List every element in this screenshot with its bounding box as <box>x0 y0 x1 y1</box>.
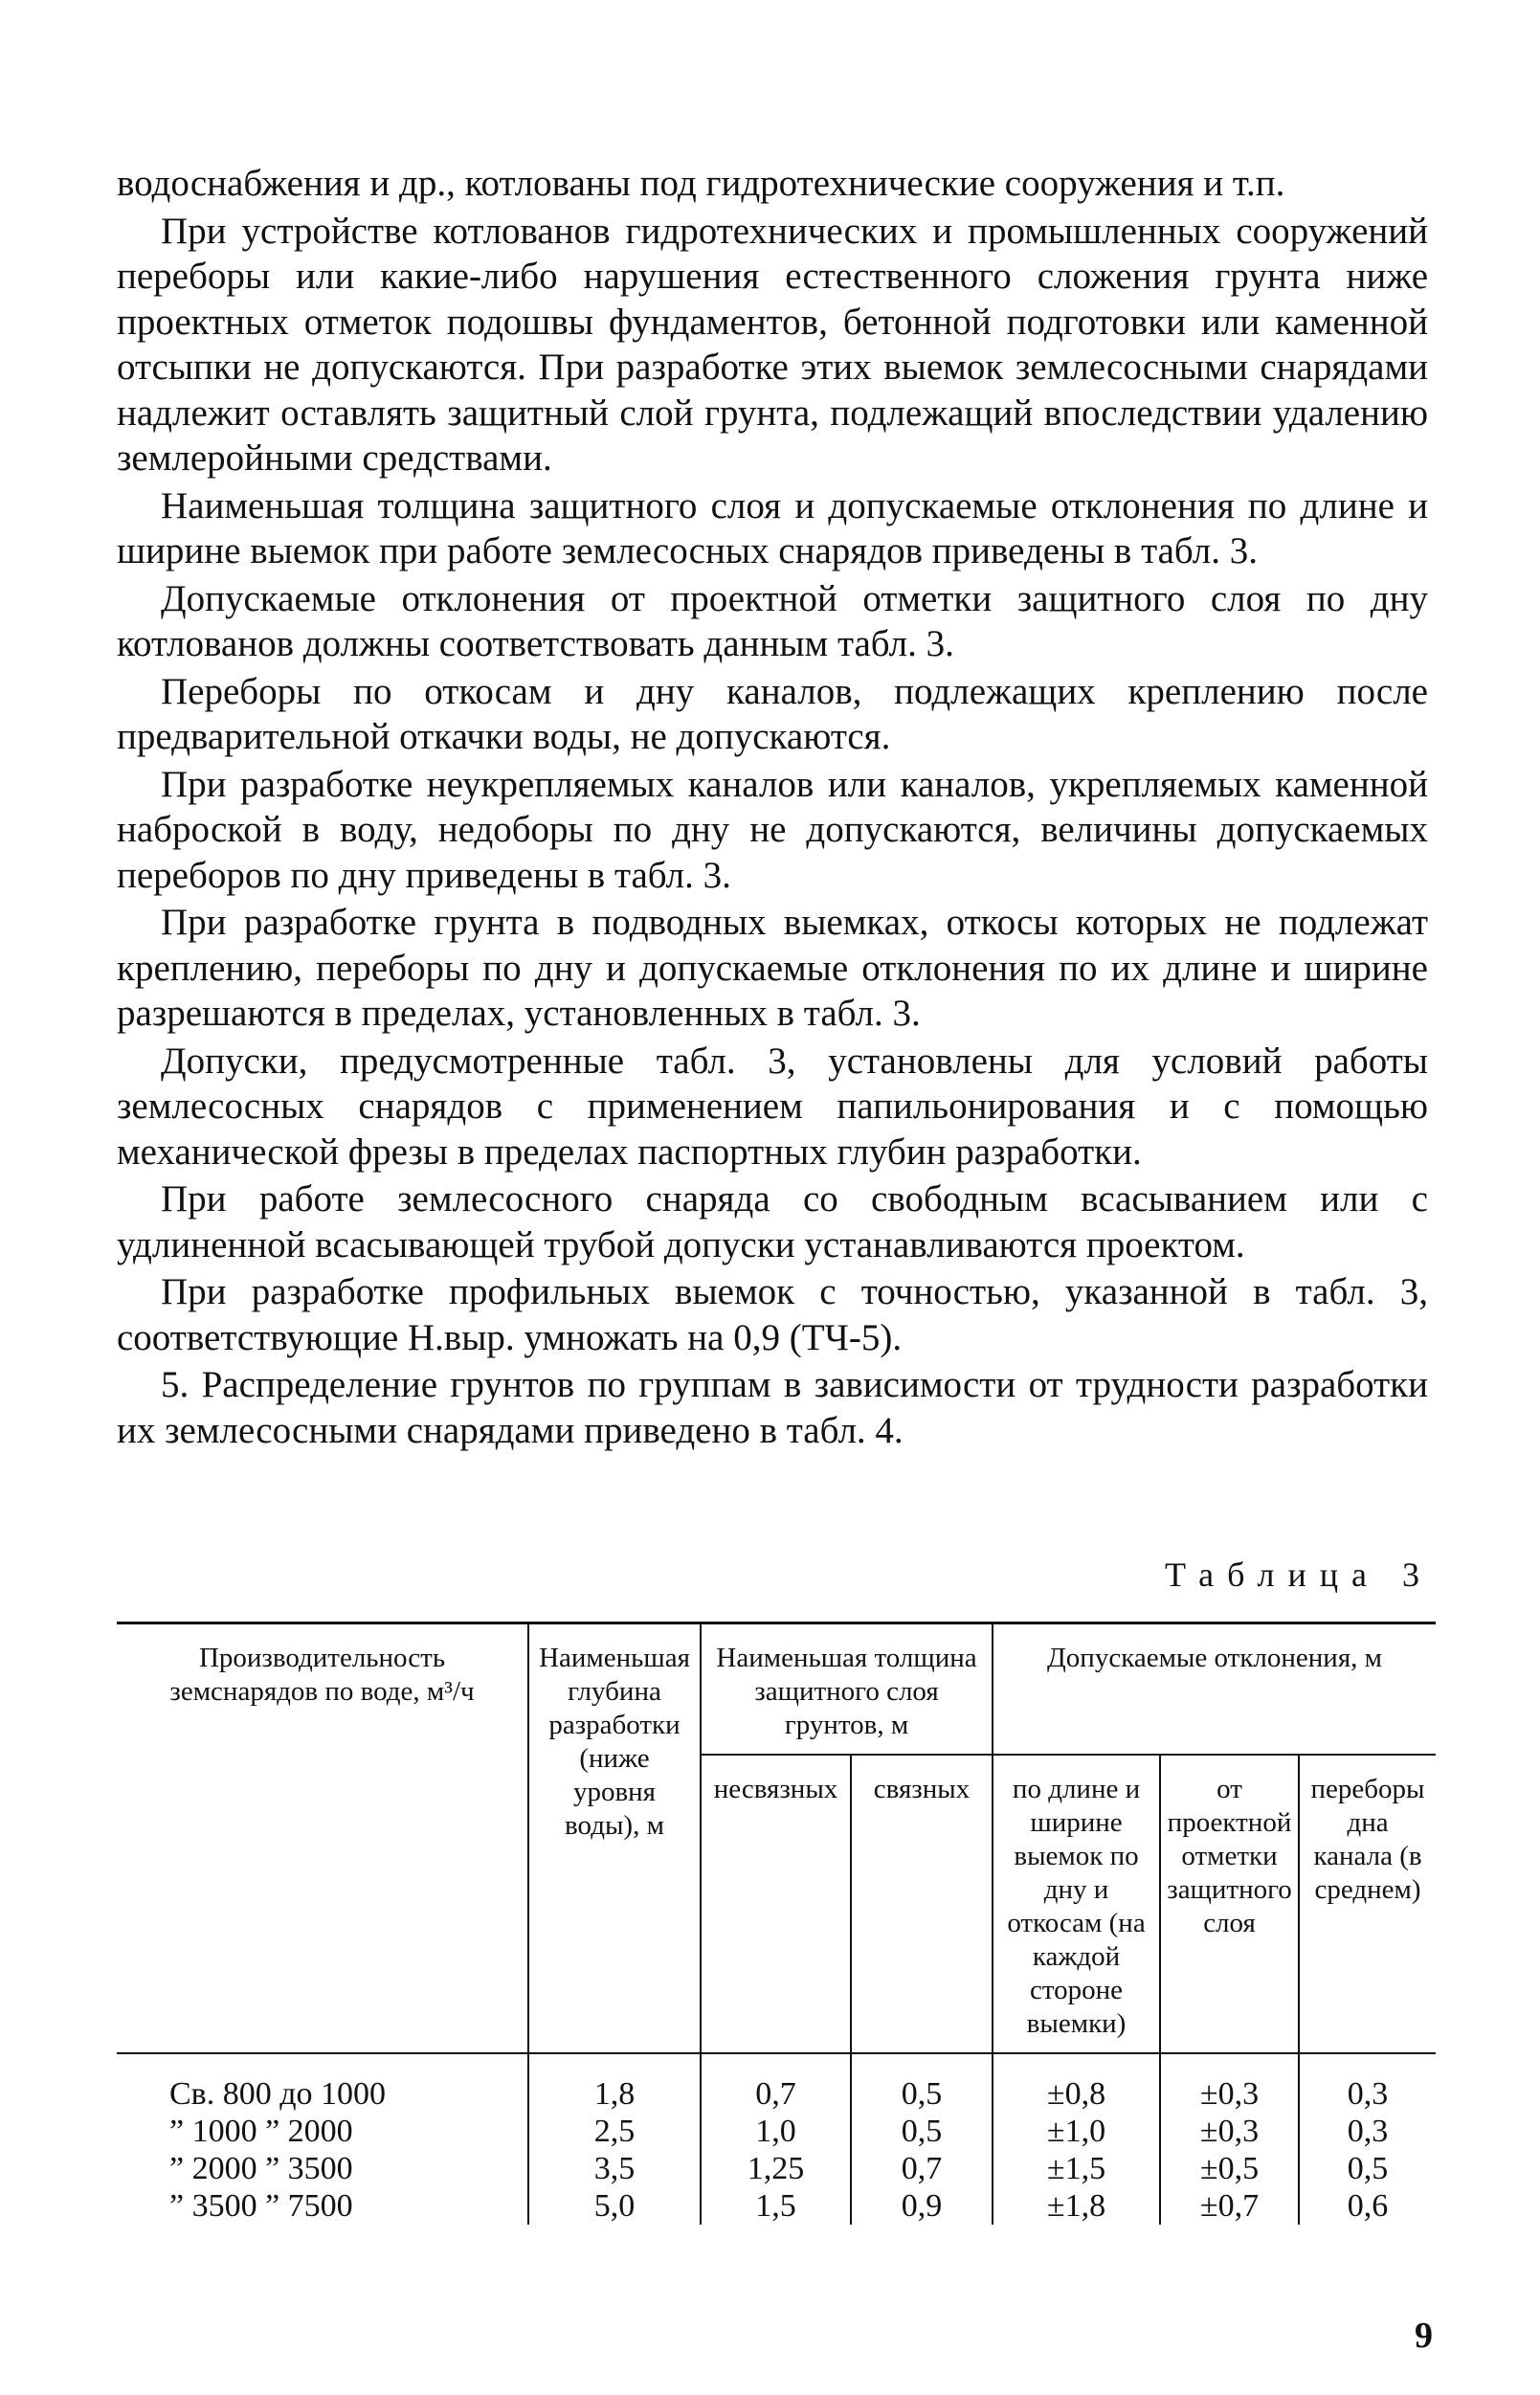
cell-thickness-cohesive: 0,9 <box>851 2187 993 2225</box>
cell-min-depth: 5,0 <box>528 2187 701 2225</box>
cell-dev-length: ±1,5 <box>993 2150 1160 2187</box>
paragraph: При разработке неукрепляемых каналов или каналов, укрепляемых каменной наброской в воду, недоборы по дну не допускаются, величины допускаемых переборов по дну приведены в табл. 3. <box>117 763 1428 896</box>
cell-thickness-loose: 0,7 <box>701 2053 851 2113</box>
cell-dev-overcut: 0,5 <box>1299 2150 1436 2187</box>
table-row <box>117 2187 1436 2225</box>
cell-thickness-cohesive: 0,7 <box>851 2150 993 2187</box>
cell-dev-length: ±0,8 <box>993 2053 1160 2113</box>
tolerance-table <box>117 1622 1436 2225</box>
header-min-depth: Наименьшая глубина разработки (ниже уровня воды), м <box>528 1623 701 2054</box>
page-number: 9 <box>1415 2316 1433 2356</box>
table-row <box>117 2113 1436 2150</box>
cell-dev-level: ±0,7 <box>1160 2187 1299 2225</box>
paragraph: водоснабжения и др., котлованы под гидротехнические сооружения и т.п. <box>117 163 1285 204</box>
cell-thickness-loose: 1,5 <box>701 2187 851 2225</box>
table-row <box>117 2150 1436 2187</box>
header-thickness-cohesive: связных <box>851 1755 993 2053</box>
cell-dev-overcut: 0,6 <box>1299 2187 1436 2225</box>
cell-dev-level: ±0,5 <box>1160 2150 1299 2187</box>
cell-productivity: Св. 800 до 1000 <box>169 2076 387 2112</box>
header-dev-overcut: переборы дна канала (в среднем) <box>1299 1755 1436 2053</box>
paragraph: 5. Распределение грунтов по группам в зависимости от трудности разработки их землесосными снарядами приведено в табл. 4. <box>117 1364 1428 1451</box>
paragraph: При разработке грунта в подводных выемках, откосы которых не подлежат креплению, переборы по дну и допускаемые отклонения по их длине и ширине разрешаются в пределах, установленных в табл. 3. <box>117 902 1428 1034</box>
cell-productivity: ” 1000 ” 2000 <box>169 2114 353 2149</box>
body-text <box>117 161 1428 1453</box>
paragraph: Переборы по откосам и дну каналов, подлежащих креплению после предварительной откачки воды, не допускаются. <box>117 670 1428 757</box>
cell-productivity: ” 2000 ” 3500 <box>169 2151 353 2186</box>
header-dev-length: по длине и ширине выемок по дну и откосам (на каждой стороне выемки) <box>993 1755 1160 2053</box>
cell-thickness-cohesive: 0,5 <box>851 2053 993 2113</box>
paragraph: При устройстве котлованов гидротехнических и промышленных сооружений переборы или какие-либо нарушения естественного сложения грунта ниже проектных отметок подошвы фундаментов, бетонной подготовки или каменной отсыпки не допускаются. При разработке этих выемок землесосными снарядами надлежит оставлять защитный слой грунта, подлежащий впоследствии удалению землеройными средствами. <box>117 210 1428 479</box>
cell-thickness-loose: 1,0 <box>701 2113 851 2150</box>
cell-dev-length: ±1,0 <box>993 2113 1160 2150</box>
cell-dev-overcut: 0,3 <box>1299 2113 1436 2150</box>
cell-dev-level: ±0,3 <box>1160 2053 1299 2113</box>
table-row <box>117 2053 1436 2113</box>
header-thickness-loose: несвязных <box>701 1755 851 2053</box>
cell-dev-overcut: 0,3 <box>1299 2053 1436 2113</box>
cell-thickness-cohesive: 0,5 <box>851 2113 993 2150</box>
header-min-thickness: Наименьшая толщина защитного слоя грунтов, м <box>701 1623 993 1756</box>
header-dev-level: от проектной отметки защитного слоя <box>1160 1755 1299 2053</box>
paragraph: Допускаемые отклонения от проектной отметки защитного слоя по дну котлованов должны соответствовать данным табл. 3. <box>117 577 1428 664</box>
cell-thickness-loose: 1,25 <box>701 2150 851 2187</box>
cell-productivity: ” 3500 ” 7500 <box>169 2188 353 2224</box>
paragraph: Допуски, предусмотренные табл. 3, установлены для условий работы землесосных снарядов с применением папильонирования и с помощью механической фрезы в пределах паспортных глубин разработки. <box>117 1040 1428 1173</box>
cell-min-depth: 3,5 <box>528 2150 701 2187</box>
cell-dev-level: ±0,3 <box>1160 2113 1299 2150</box>
cell-min-depth: 2,5 <box>528 2113 701 2150</box>
cell-min-depth: 1,8 <box>528 2053 701 2113</box>
paragraph: Наименьшая толщина защитного слоя и допускаемые отклонения по длине и ширине выемок при работе землесосных снарядов приведены в табл. 3. <box>117 484 1428 571</box>
paragraph: При разработке профильных выемок с точностью, указанной в табл. 3, соответствующие Н.выр. умножать на 0,9 (ТЧ-5). <box>117 1271 1428 1358</box>
paragraph: При работе землесосного снаряда со свободным всасыванием или с удлиненной всасывающей трубой допуски устанавливаются проектом. <box>117 1178 1428 1265</box>
cell-dev-length: ±1,8 <box>993 2187 1160 2225</box>
table-caption: Таблица 3 <box>1165 1556 1433 1594</box>
header-productivity: Производительность земснарядов по воде, м³/ч <box>117 1623 528 2054</box>
header-deviations: Допускаемые отклонения, м <box>993 1623 1436 1756</box>
